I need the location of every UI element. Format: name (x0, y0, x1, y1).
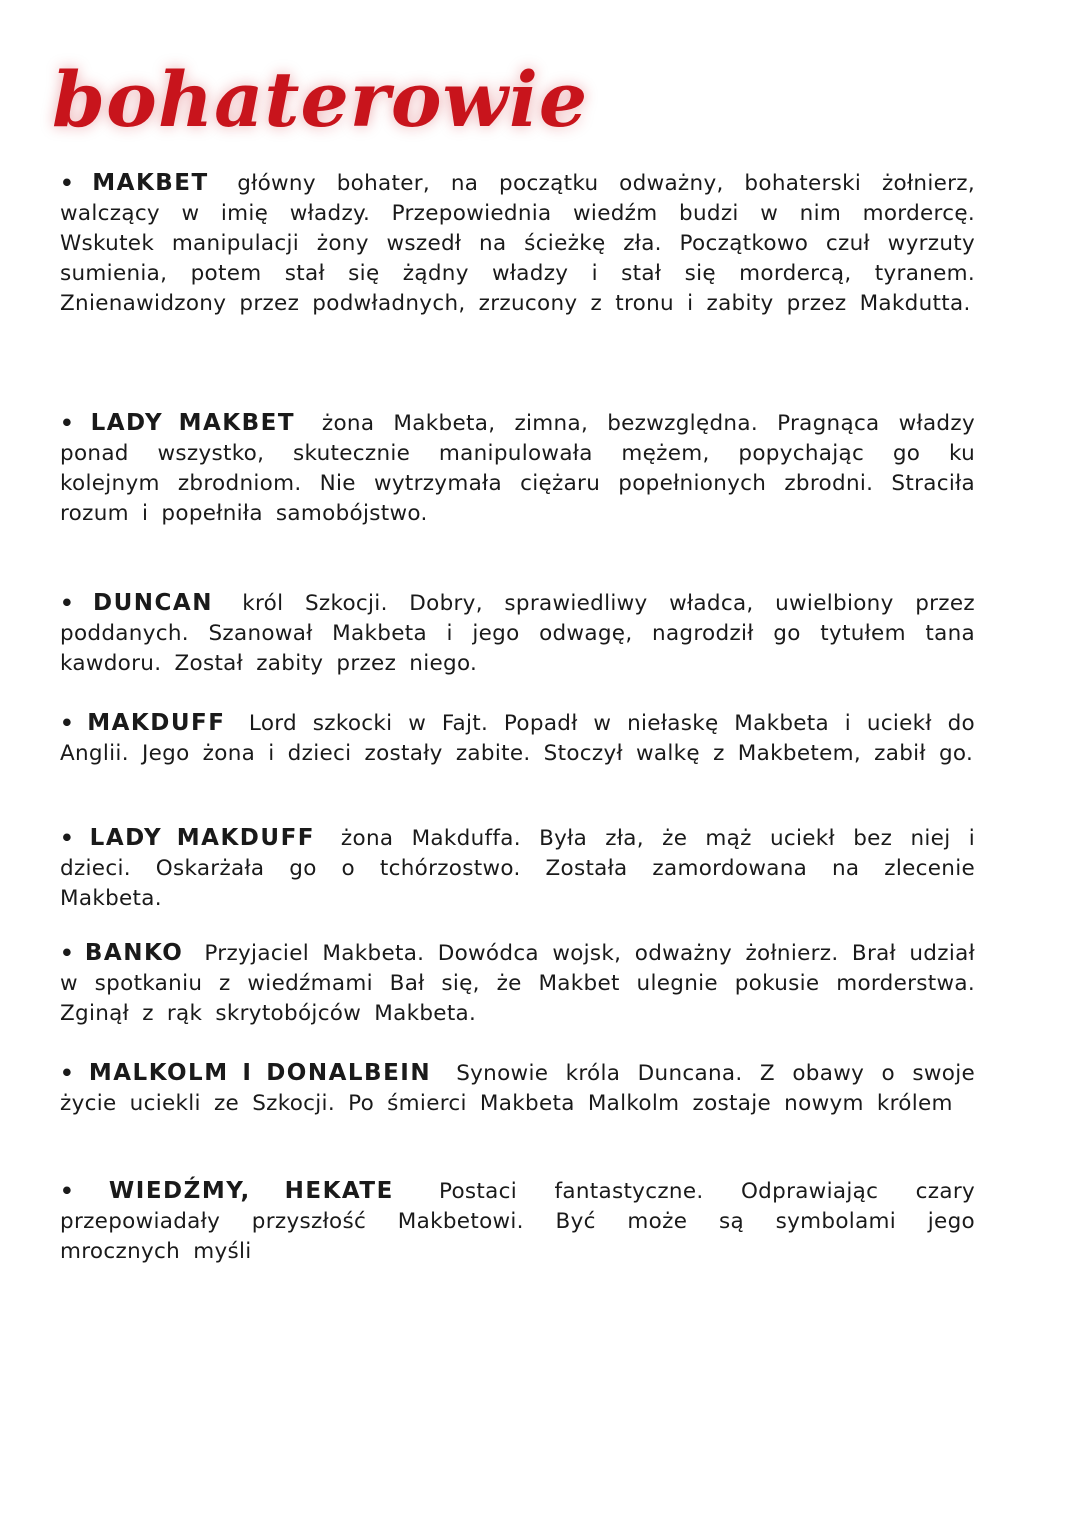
character-description: Przyjaciel Makbeta. Dowódca wojsk, odważny żołnierz. Brał udział w spotkaniu z wiedźmami Bał się, że Makbet ulegnie pokusie morderstwa. Zginął z rąk skrytobójców Makbeta. (60, 941, 975, 1026)
character-name: MAKBET (92, 170, 209, 196)
bullet-icon: • (60, 1061, 74, 1086)
bullet-icon: • (60, 411, 74, 436)
character-description: Synowie króla Duncana. Z obawy o swoje życie uciekli ze Szkocji. Po śmierci Makbeta Malkolm zostaje nowym królem (60, 1061, 975, 1116)
character-entry-banko (60, 938, 975, 1029)
bullet-icon: • (60, 1179, 74, 1204)
character-description: król Szkocji. Dobry, sprawiedliwy władca, uwielbiony przez poddanych. Szanował Makbeta i jego odwagę, nagrodził go tytułem tana kawdoru. Został zabity przez niego. (60, 591, 975, 676)
character-name: DUNCAN (93, 590, 213, 616)
character-entry-lady-makduff (60, 823, 975, 914)
character-description: Lord szkocki w Fajt. Popadł w niełaskę Makbeta i uciekł do Anglii. Jego żona i dzieci zostały zabite. Stoczył walkę z Makbetem, zabił go. (60, 711, 976, 766)
character-name: BANKO (84, 940, 184, 966)
character-name: MAKDUFF (87, 710, 226, 736)
character-entry-malkolm-donalbein (60, 1058, 975, 1119)
character-entry-makbet (60, 168, 975, 319)
bullet-icon: • (60, 711, 74, 736)
character-entry-wiedzmy-hekate (60, 1176, 975, 1267)
character-name: WIEDŹMY, HEKATE (108, 1178, 394, 1204)
bullet-icon: • (60, 171, 74, 196)
bullet-icon: • (60, 591, 74, 616)
character-description: główny bohater, na początku odważny, bohaterski żołnierz, walczący w imię władzy. Przepowiednia wiedźm budzi w nim mordercę. Wskutek manipulacji żony wszedł na ścieżkę zła. Początkowo czuł wyrzuty sumienia, potem stał się żądny władzy i stał się mordercą, tyranem. Znienawidzony przez podwładnych, zrzucony z tronu i zabity przez Makdutta. (60, 171, 975, 316)
bullet-icon: • (60, 941, 74, 966)
character-name: LADY MAKDUFF (89, 825, 315, 851)
character-name: LADY MAKBET (90, 410, 296, 436)
character-entry-duncan (60, 588, 975, 679)
bullet-icon: • (60, 826, 74, 851)
page-title: bohaterowie (52, 55, 589, 144)
character-description: Postaci fantastyczne. Odprawiając czary przepowiadały przyszłość Makbetowi. Być może są symbolami jego mrocznych myśli (60, 1179, 975, 1264)
character-entry-makduff (60, 708, 975, 769)
character-name: MALKOLM I DONALBEIN (88, 1060, 432, 1086)
character-description: żona Makduffa. Była zła, że mąż uciekł bez niej i dzieci. Oskarżała go o tchórzostwo. Została zamordowana na zlecenie Makbeta. (60, 826, 975, 911)
character-description: żona Makbeta, zimna, bezwzględna. Pragnąca władzy ponad wszystko, skutecznie manipulowała mężem, popychając go ku kolejnym zbrodniom. Nie wytrzymała ciężaru popełnionych zbrodni. Straciła rozum i popełniła samobójstwo. (60, 411, 975, 526)
character-entry-lady-makbet (60, 408, 975, 529)
